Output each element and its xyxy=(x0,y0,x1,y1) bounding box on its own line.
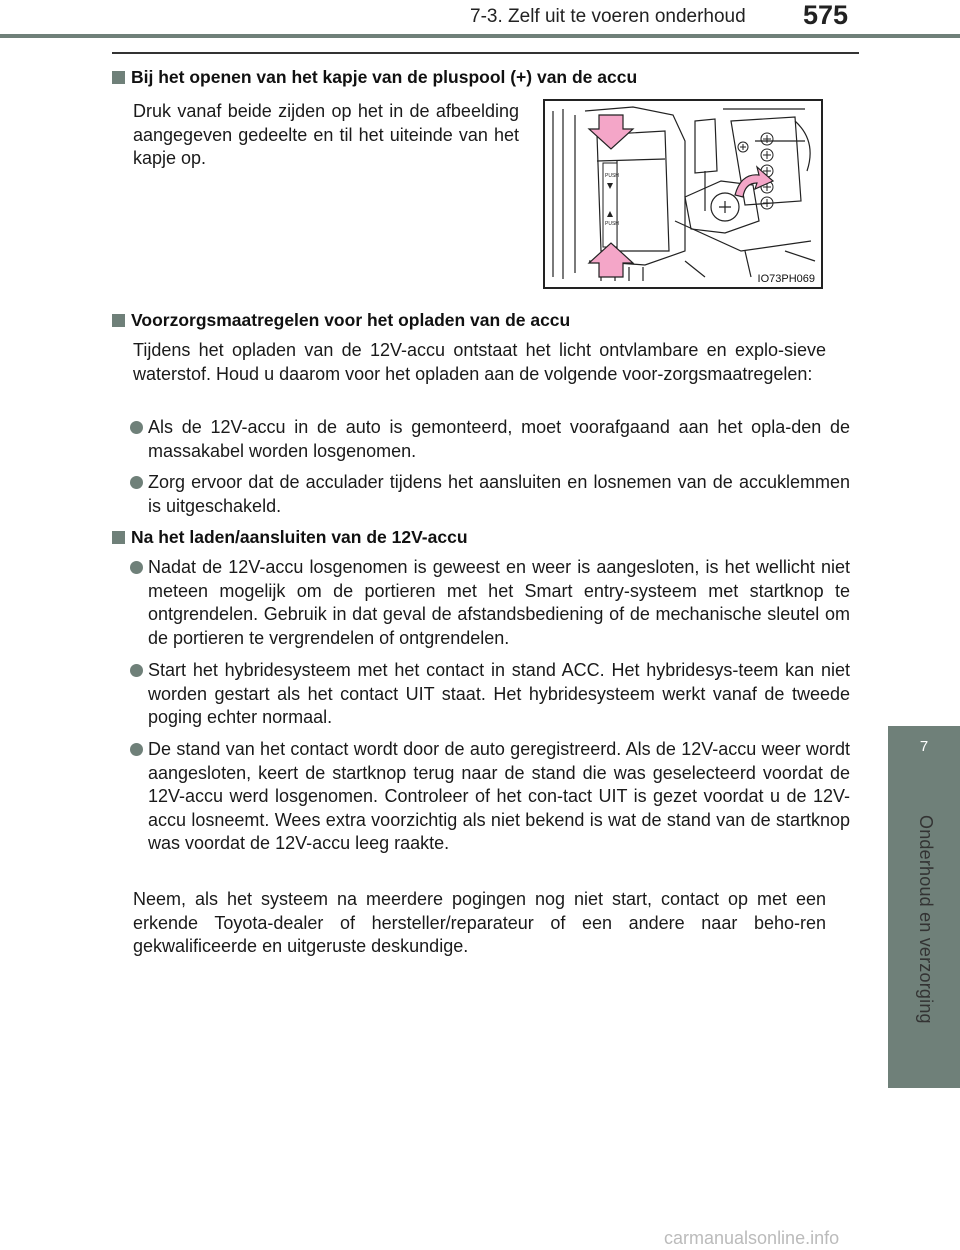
figure-code: IO73PH069 xyxy=(757,273,815,285)
heading-after-charging xyxy=(112,527,468,548)
list-item-text: Als de 12V-accu in de auto is gemonteerd, moet voorafgaand aan het opla-den de massakabel worden losgenomen. xyxy=(148,417,850,461)
bullet-icon xyxy=(130,664,143,677)
list-item-text: Nadat de 12V-accu losgenomen is geweest en weer is aangesloten, is het wellicht niet meteen mogelijk om de portieren met het Smart entry-systeem met startknop te ontgrendelen. Gebruik in dat geval de afstandsbediening of de mechanische sleutel om de portieren te vergrendelen of ontgrendelen. xyxy=(148,557,850,648)
list-item xyxy=(130,556,850,650)
header-divider xyxy=(0,34,960,38)
list-item xyxy=(130,416,850,463)
list-item-text: De stand van het contact wordt door de auto geregistreerd. Als de 12V-accu weer wordt aangesloten, keert de startknop terug naar de stand die was geselecteerd voordat de 12V-accu werd losgenomen. Controleer of het con-tact UIT is gezet voordat u de 12V-accu losneemt. Wees extra voorzichtig als niet bekend is wat de stand van de startknop was voordat de 12V-accu leeg raakte. xyxy=(148,739,850,853)
heading-marker-icon xyxy=(112,531,125,544)
paragraph-battery-cap: Druk vanaf beide zijden op het in de afbeelding aangegeven gedeelte en til het uiteinde van het kapje op. xyxy=(133,101,519,168)
heading-charging-precautions xyxy=(112,310,570,331)
heading-battery-cap xyxy=(112,67,637,88)
battery-cap-illustration xyxy=(543,99,823,289)
battery-terminal-drawing xyxy=(545,101,821,287)
paragraph-charging: Tijdens het opladen van de 12V-accu ontstaat het licht ontvlambare en explo-sieve waterstof. Houd u daarom voor het opladen aan de volgende voor-zorgsmaatregelen: xyxy=(133,340,826,384)
press-arrow-bottom-icon xyxy=(589,243,633,277)
content-divider xyxy=(112,52,859,54)
list-item xyxy=(130,659,850,730)
heading-marker-icon xyxy=(112,71,125,84)
heading-marker-icon xyxy=(112,314,125,327)
list-item-text: Start het hybridesysteem met het contact in stand ACC. Het hybridesys-teem kan niet worden gestart als het contact UIT staat. Het hybridesysteem werkt vanaf de tweede poging echter normaal. xyxy=(148,660,850,727)
heading-text: Bij het openen van het kapje van de pluspool (+) van de accu xyxy=(131,67,638,87)
press-arrow-top-icon xyxy=(589,115,633,149)
bullet-icon xyxy=(130,421,143,434)
list-item xyxy=(130,738,850,856)
push-label-top: PUSH xyxy=(605,173,619,179)
watermark: carmanualsonline.info xyxy=(664,1228,840,1248)
bullet-icon xyxy=(130,561,143,574)
heading-text: Voorzorgsmaatregelen voor het opladen van de accu xyxy=(131,310,571,330)
chapter-label: Onderhoud en verzorging xyxy=(916,815,936,1024)
bullet-icon xyxy=(130,743,143,756)
bullet-icon xyxy=(130,476,143,489)
chapter-number: 7 xyxy=(919,738,929,755)
heading-text: Na het laden/aansluiten van de 12V-accu xyxy=(131,527,468,547)
push-label-bottom: PUSH xyxy=(605,221,619,227)
paragraph-closing: Neem, als het systeem na meerdere pogingen nog niet start, contact op met een erkende Toyota-dealer of hersteller/reparateur of een andere naar beho-ren gekwalificeerde en uitgeruste deskundige. xyxy=(133,889,826,956)
list-item-text: Zorg ervoor dat de acculader tijdens het aansluiten en losnemen van de accuklemmen is uitgeschakeld. xyxy=(148,472,850,516)
section-title: 7-3. Zelf uit te voeren onderhoud xyxy=(470,6,746,27)
list-item xyxy=(130,471,850,518)
page-number: 575 xyxy=(803,0,849,30)
